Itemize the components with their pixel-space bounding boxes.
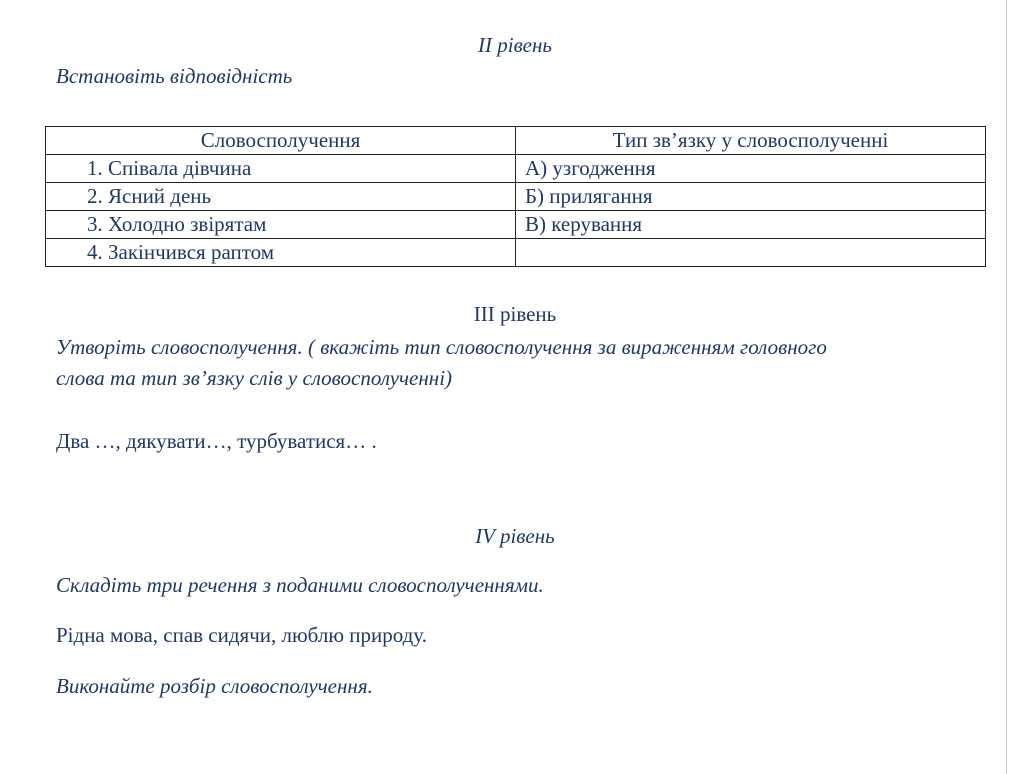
link-type-cell: В) керування xyxy=(516,211,986,239)
table-row xyxy=(46,211,986,239)
table-row xyxy=(46,155,986,183)
section-3-words: Два …, дякувати…, турбуватися… . xyxy=(56,429,377,453)
section-4-phrases: Рідна мова, спав сидячи, люблю природу. xyxy=(56,623,427,647)
link-type-cell: Б) прилягання xyxy=(516,183,986,211)
section-4-heading: IV рівень xyxy=(475,524,555,548)
link-type-cell: А) узгодження xyxy=(516,155,986,183)
section-2-instruction: Встановіть відповідність xyxy=(56,64,293,88)
section-4-instruction-2: Виконайте розбір словосполучення. xyxy=(56,674,373,698)
table-row xyxy=(46,239,986,267)
column-header-link-type: Тип зв’язку у словосполученні xyxy=(516,127,986,155)
section-3-heading: III рівень xyxy=(473,302,557,326)
link-type-cell xyxy=(516,239,986,267)
phrase-cell: 3. Холодно звірятам xyxy=(46,211,516,239)
column-header-phrases: Словосполучення xyxy=(46,127,516,155)
page-edge-line xyxy=(1006,0,1007,774)
section-2-heading: II рівень xyxy=(478,33,552,57)
table-row xyxy=(46,183,986,211)
section-3-instruction-line-2: слова та тип зв’язку слів у словосполученні) xyxy=(56,366,453,390)
matching-table xyxy=(45,126,986,267)
phrase-cell: 2. Ясний день xyxy=(46,183,516,211)
table-header-row xyxy=(46,127,986,155)
section-4-instruction-1: Складіть три речення з поданими словосполученнями. xyxy=(56,573,544,597)
phrase-cell: 4. Закінчився раптом xyxy=(46,239,516,267)
phrase-cell: 1. Співала дівчина xyxy=(46,155,516,183)
section-3-instruction-line-1: Утворіть словосполучення. ( вкажіть тип словосполучення за вираженням головного xyxy=(56,335,827,359)
